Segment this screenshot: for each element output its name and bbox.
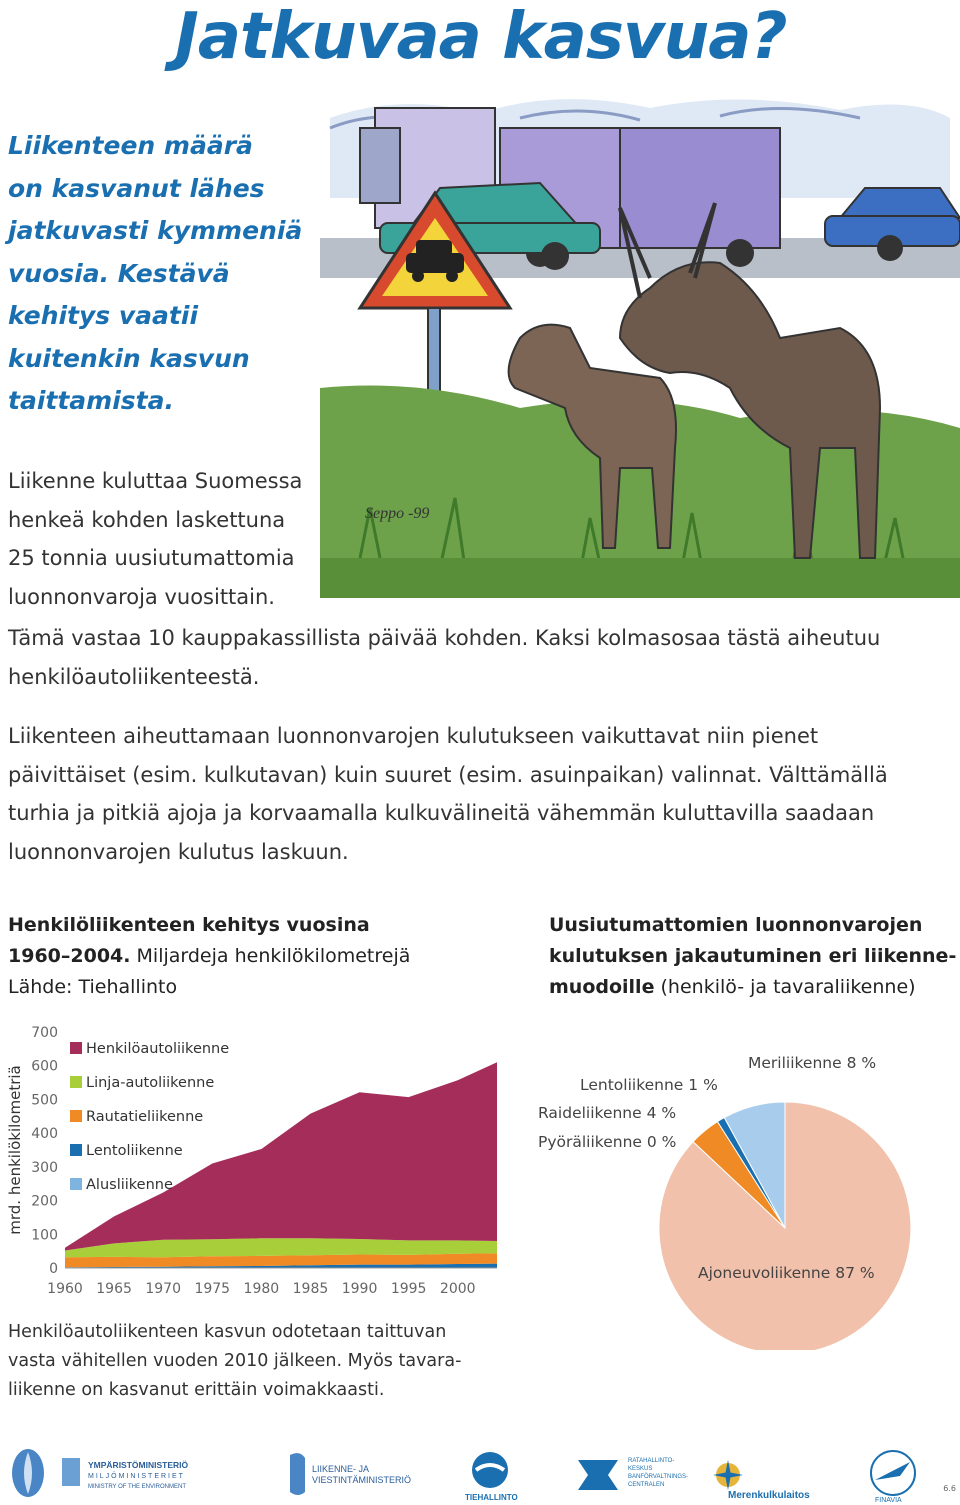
y-tick-label: 0 xyxy=(49,1261,58,1277)
x-tick-label: 1965 xyxy=(96,1281,132,1297)
heading-line: kulutuksen jakautuminen eri liikenne- xyxy=(549,945,957,967)
logo-text: Merenkulkulaitos xyxy=(728,1490,810,1501)
heading-years: 1960–2004. xyxy=(8,945,131,967)
lead-line: vuosia. Kestävä xyxy=(8,258,230,288)
heading-unit: Miljardeja henkilökilometrejä xyxy=(130,945,411,967)
pie-label: Meriliikenne 8 % xyxy=(748,1054,877,1072)
paragraph-consumption xyxy=(8,462,338,616)
text-line: turhia ja pitkiä ajoja ja korvaamalla kulkuvälineitä vähemmän kuluttavilla saadaan xyxy=(8,801,875,825)
area-chart xyxy=(0,1010,520,1310)
pie-chart xyxy=(530,1040,960,1350)
lead-line: jatkuvasti kymmeniä xyxy=(8,216,303,245)
text-line: Liikenne kuluttaa Suomessa xyxy=(8,469,303,493)
y-tick-label: 700 xyxy=(31,1025,58,1041)
tiehallinto-logo xyxy=(465,1452,518,1502)
y-axis-label: mrd. henkilökilometriä xyxy=(6,1065,24,1235)
heading-line: Uusiutumattomien luonnonvarojen xyxy=(549,914,923,936)
logo-text: MILJÖMINISTERIET xyxy=(88,1473,185,1480)
lead-text xyxy=(8,125,308,423)
text-line: luonnonvaroja vuosittain. xyxy=(8,584,275,609)
logo-text: KESKUS xyxy=(628,1466,653,1472)
source-line: Lähde: Tiehallinto xyxy=(8,976,178,998)
finavia-logo xyxy=(871,1451,915,1504)
moose-road-illustration xyxy=(320,88,960,598)
y-tick-label: 100 xyxy=(31,1227,58,1244)
text-line: henkeä kohden laskettuna xyxy=(8,507,286,532)
logo-text: MINISTRY OF THE ENVIRONMENT xyxy=(88,1484,187,1490)
text-line: vasta vähitellen vuoden 2010 jälkeen. Myös tavara- xyxy=(8,1351,462,1371)
x-tick-label: 1960 xyxy=(47,1281,83,1297)
logo-text: VIESTINTÄMINISTERIÖ xyxy=(312,1475,412,1485)
x-tick-label: 1970 xyxy=(145,1281,182,1297)
x-tick-label: 1995 xyxy=(390,1281,427,1297)
lead-line: kehitys vaatii xyxy=(8,301,199,330)
lead-line: kuitenkin kasvun xyxy=(8,343,250,373)
x-tick-label: 1990 xyxy=(341,1281,378,1297)
logo-text: BANFÖRVALTNINGS- xyxy=(628,1474,689,1480)
legend-label: Rautatieliikenne xyxy=(86,1109,204,1125)
area-chart-heading xyxy=(8,910,508,1003)
legend-label: Alusliikenne xyxy=(86,1177,173,1193)
y-tick-label: 600 xyxy=(31,1058,58,1075)
environment-ministry-logo xyxy=(12,1449,189,1497)
text-line: 25 tonnia uusiutumattomia xyxy=(8,546,295,570)
text-line: Tämä vastaa 10 kauppakassillista päivää kohden. Kaksi kolmasosaa tästä aiheutuu xyxy=(8,626,881,650)
x-tick-label: 1980 xyxy=(243,1281,280,1297)
logo-bar xyxy=(0,1440,960,1505)
page-title: Jatkuvaa kasvua? xyxy=(175,0,787,74)
illustration-signature: Seppo -99 xyxy=(365,505,430,522)
paragraph-equivalent xyxy=(8,619,948,696)
pie-label: Lentoliikenne 1 % xyxy=(580,1076,718,1094)
text-line: henkilöautoliikenteestä. xyxy=(8,664,260,689)
y-tick-label: 500 xyxy=(31,1092,58,1109)
logo-text: YMPÄRISTÖMINISTERIÖ xyxy=(88,1460,189,1470)
transport-ministry-logo xyxy=(290,1453,411,1495)
legend-label: Linja-autoliikenne xyxy=(86,1075,215,1091)
pie-label: Raideliikenne 4 % xyxy=(538,1104,677,1122)
y-tick-label: 400 xyxy=(31,1126,58,1143)
logo-text: FINAVIA xyxy=(875,1497,902,1504)
legend-swatch xyxy=(70,1110,82,1122)
heading-line xyxy=(8,941,508,972)
logo-text: TIEHALLINTO xyxy=(465,1493,518,1502)
rail-administration-logo xyxy=(578,1458,688,1490)
pie-label: Ajoneuvoliikenne 87 % xyxy=(698,1264,875,1282)
legend-swatch xyxy=(70,1042,82,1054)
pie-chart-heading xyxy=(549,910,959,1003)
x-tick-label: 2000 xyxy=(439,1281,476,1297)
page-number: 6.6 xyxy=(943,1484,956,1493)
lead-line: Liikenteen määrä xyxy=(8,131,253,160)
footer-paragraph xyxy=(8,1318,488,1405)
logo-text: RATAHALLINTO- xyxy=(628,1458,675,1464)
paragraph-choices xyxy=(8,717,948,871)
legend-swatch xyxy=(70,1178,82,1190)
legend-swatch xyxy=(70,1144,82,1156)
text-line: Henkilöautoliikenteen kasvun odotetaan taittuvan xyxy=(8,1322,447,1342)
maritime-administration-logo xyxy=(713,1460,810,1501)
y-tick-label: 200 xyxy=(31,1193,58,1210)
pie-label: Pyöräliikenne 0 % xyxy=(538,1133,677,1151)
x-tick-label: 1985 xyxy=(292,1281,329,1297)
x-tick-label: 1975 xyxy=(194,1281,231,1297)
logo-text: CENTRALEN xyxy=(628,1482,665,1488)
lead-line: taittamista. xyxy=(8,386,174,415)
legend-swatch xyxy=(70,1076,82,1088)
text-line: liikenne on kasvanut erittäin voimakkaasti. xyxy=(8,1380,385,1400)
text-line: päivittäiset (esim. kulkutavan) kuin suuret (esim. asuinpaikan) valinnat. Välttämällä xyxy=(8,762,888,787)
heading-line xyxy=(549,972,959,1003)
heading-rest: (henkilö- ja tavaraliikenne) xyxy=(654,976,916,998)
text-line: luonnonvarojen kulutus laskuun. xyxy=(8,839,349,864)
heading-bold-part: muodoille xyxy=(549,976,655,998)
lead-line: on kasvanut lähes xyxy=(8,173,265,203)
y-tick-label: 300 xyxy=(31,1159,58,1176)
logo-text: LIIKENNE- JA xyxy=(312,1464,370,1474)
heading-line: Henkilöliikenteen kehitys vuosina xyxy=(8,914,370,936)
legend-label: Lentoliikenne xyxy=(86,1143,183,1159)
text-line: Liikenteen aiheuttamaan luonnonvarojen kulutukseen vaikuttavat niin pienet xyxy=(8,724,819,748)
legend-label: Henkilöautoliikenne xyxy=(86,1041,230,1057)
